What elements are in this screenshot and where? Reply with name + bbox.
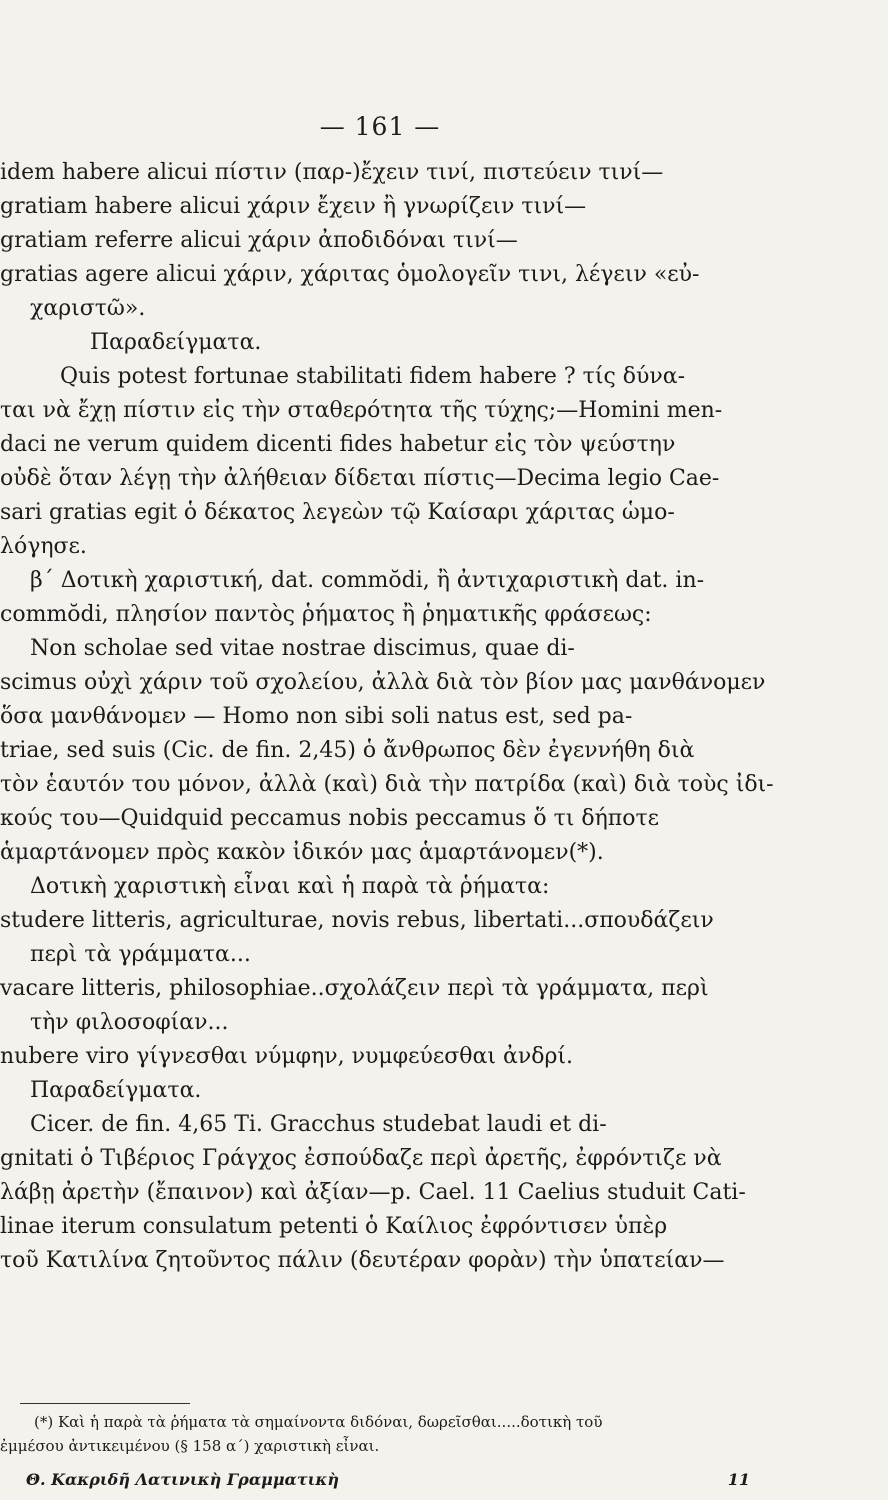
footnotes bbox=[0, 1410, 800, 1458]
text-line: gnitati ὁ Τιβέριος Γράγχος ἐσπούδαζε περὶ ἀρετῆς, ἐφρόντιζε νὰ bbox=[0, 1146, 722, 1171]
text-line: nubere viro γίγνεσθαι νύμφην, νυμφεύεσθαι ἀνδρί. bbox=[0, 1044, 573, 1069]
text-line: λάβῃ ἀρετὴν (ἔπαινον) καὶ ἀξίαν—p. Cael. 11 Caelius studuit Cati- bbox=[0, 1180, 746, 1205]
text-line: gratiam referre alicui χάριν ἀποδιδόναι τινί— bbox=[0, 228, 518, 253]
text-line: gratias agere alicui χάριν, χάριτας ὁμολογεῖν τινι, λέγειν «εὐ- bbox=[0, 262, 700, 287]
text-line: daci ne verum quidem dicenti fides habetur εἰς τὸν ψεύστην bbox=[0, 432, 676, 457]
text-line: Cicer. de fin. 4,65 Ti. Gracchus studebat laudi et di- bbox=[30, 1112, 607, 1137]
text-line: περὶ τὰ γράμματα... bbox=[30, 942, 251, 967]
text-line: ται νὰ ἔχῃ πίστιν εἰς τὴν σταθερότητα τῆς τύχης;—Homini men- bbox=[0, 398, 723, 423]
signature-title: Θ. Κακριδῆ Λατινικὴ Γραμματικὴ bbox=[26, 1470, 339, 1489]
text-line: vacare litteris, philosophiae..σχολάζειν περὶ τὰ γράμματα, περὶ bbox=[0, 976, 709, 1001]
text-line: τὴν φιλοσοφίαν... bbox=[30, 1010, 229, 1035]
text-line: linae iterum consulatum petenti ὁ Καίλιος ἐφρόντισεν ὑπὲρ bbox=[0, 1214, 668, 1239]
text-line: triae, sed suis (Cic. de fin. 2,45) ὁ ἄνθρωπος δὲν ἐγεννήθη διὰ bbox=[0, 738, 695, 763]
footnote-rule bbox=[20, 1403, 190, 1404]
text-line: sari gratias egit ὁ δέκατος λεγεὼν τῷ Καίσαρι χάριτας ὡμο- bbox=[0, 500, 675, 525]
text-line: Δοτικὴ χαριστικὴ εἶναι καὶ ἡ παρὰ τὰ ῥήματα: bbox=[30, 874, 550, 899]
text-line: scimus οὐχὶ χάριν τοῦ σχολείου, ἀλλὰ διὰ τὸν βίον μας μανθάνομεν bbox=[0, 670, 766, 695]
page-number: — 161 — bbox=[319, 112, 441, 141]
text-line: Non scholae sed vitae nostrae discimus, quae di- bbox=[30, 636, 575, 661]
text-line: ὅσα μανθάνομεν — Homo non sibi soli natus est, sed pa- bbox=[0, 704, 633, 729]
text-line: χαριστῶ». bbox=[30, 296, 146, 321]
printer-signature bbox=[0, 1470, 790, 1494]
text-line: Quis potest fortunae stabilitati fidem habere ? τίς δύνα- bbox=[60, 364, 686, 389]
text-line: κούς του—Quidquid peccamus nobis peccamus ὅ τι δήποτε bbox=[0, 806, 660, 831]
footnote-line: (*) Καὶ ἡ παρὰ τὰ ῥήματα τὰ σημαίνοντα διδόναι, δωρεῖσθαι.....δοτικὴ τοῦ bbox=[34, 1413, 603, 1431]
text-line: β΄ Δοτικὴ χαριστική, dat. commŏdi, ἢ ἀντιχαριστικὴ dat. in- bbox=[30, 568, 705, 593]
text-line: idem habere alicui πίστιν (παρ-)ἔχειν τινί, πιστεύειν τινί— bbox=[0, 160, 664, 185]
text-line: gratiam habere alicui χάριν ἔχειν ἢ γνωρίζειν τινί— bbox=[0, 194, 587, 219]
text-line: λόγησε. bbox=[0, 534, 87, 559]
text-line: Παραδείγματα. bbox=[30, 1078, 202, 1103]
body-text bbox=[0, 156, 790, 1278]
text-line: studere litteris, agriculturae, novis rebus, libertati...σπουδάζειν bbox=[0, 908, 714, 933]
text-line: τὸν ἑαυτόν του μόνον, ἀλλὰ (καὶ) διὰ τὴν πατρίδα (καὶ) διὰ τοὺς ἰδι- bbox=[0, 772, 774, 797]
text-line: Παραδείγματα. bbox=[90, 330, 262, 355]
text-line: commŏdi, πλησίον παντὸς ῥήματος ἢ ῥηματικῆς φράσεως: bbox=[0, 602, 652, 627]
text-line: οὐδὲ ὅταν λέγῃ τὴν ἀλήθειαν δίδεται πίστις—Decima legio Cae- bbox=[0, 466, 720, 491]
signature-sheet-number: 11 bbox=[727, 1470, 750, 1489]
footnote-line: ἐμμέσου ἀντικειμένου (§ 158 α΄) χαριστικὴ εἶναι. bbox=[0, 1437, 380, 1455]
text-line: ἁμαρτάνομεν πρὸς κακὸν ἰδικόν μας ἁμαρτάνομεν(*). bbox=[0, 840, 604, 865]
text-line: τοῦ Κατιλίνα ζητοῦντος πάλιν (δευτέραν φορὰν) τὴν ὑπατείαν— bbox=[0, 1248, 725, 1273]
